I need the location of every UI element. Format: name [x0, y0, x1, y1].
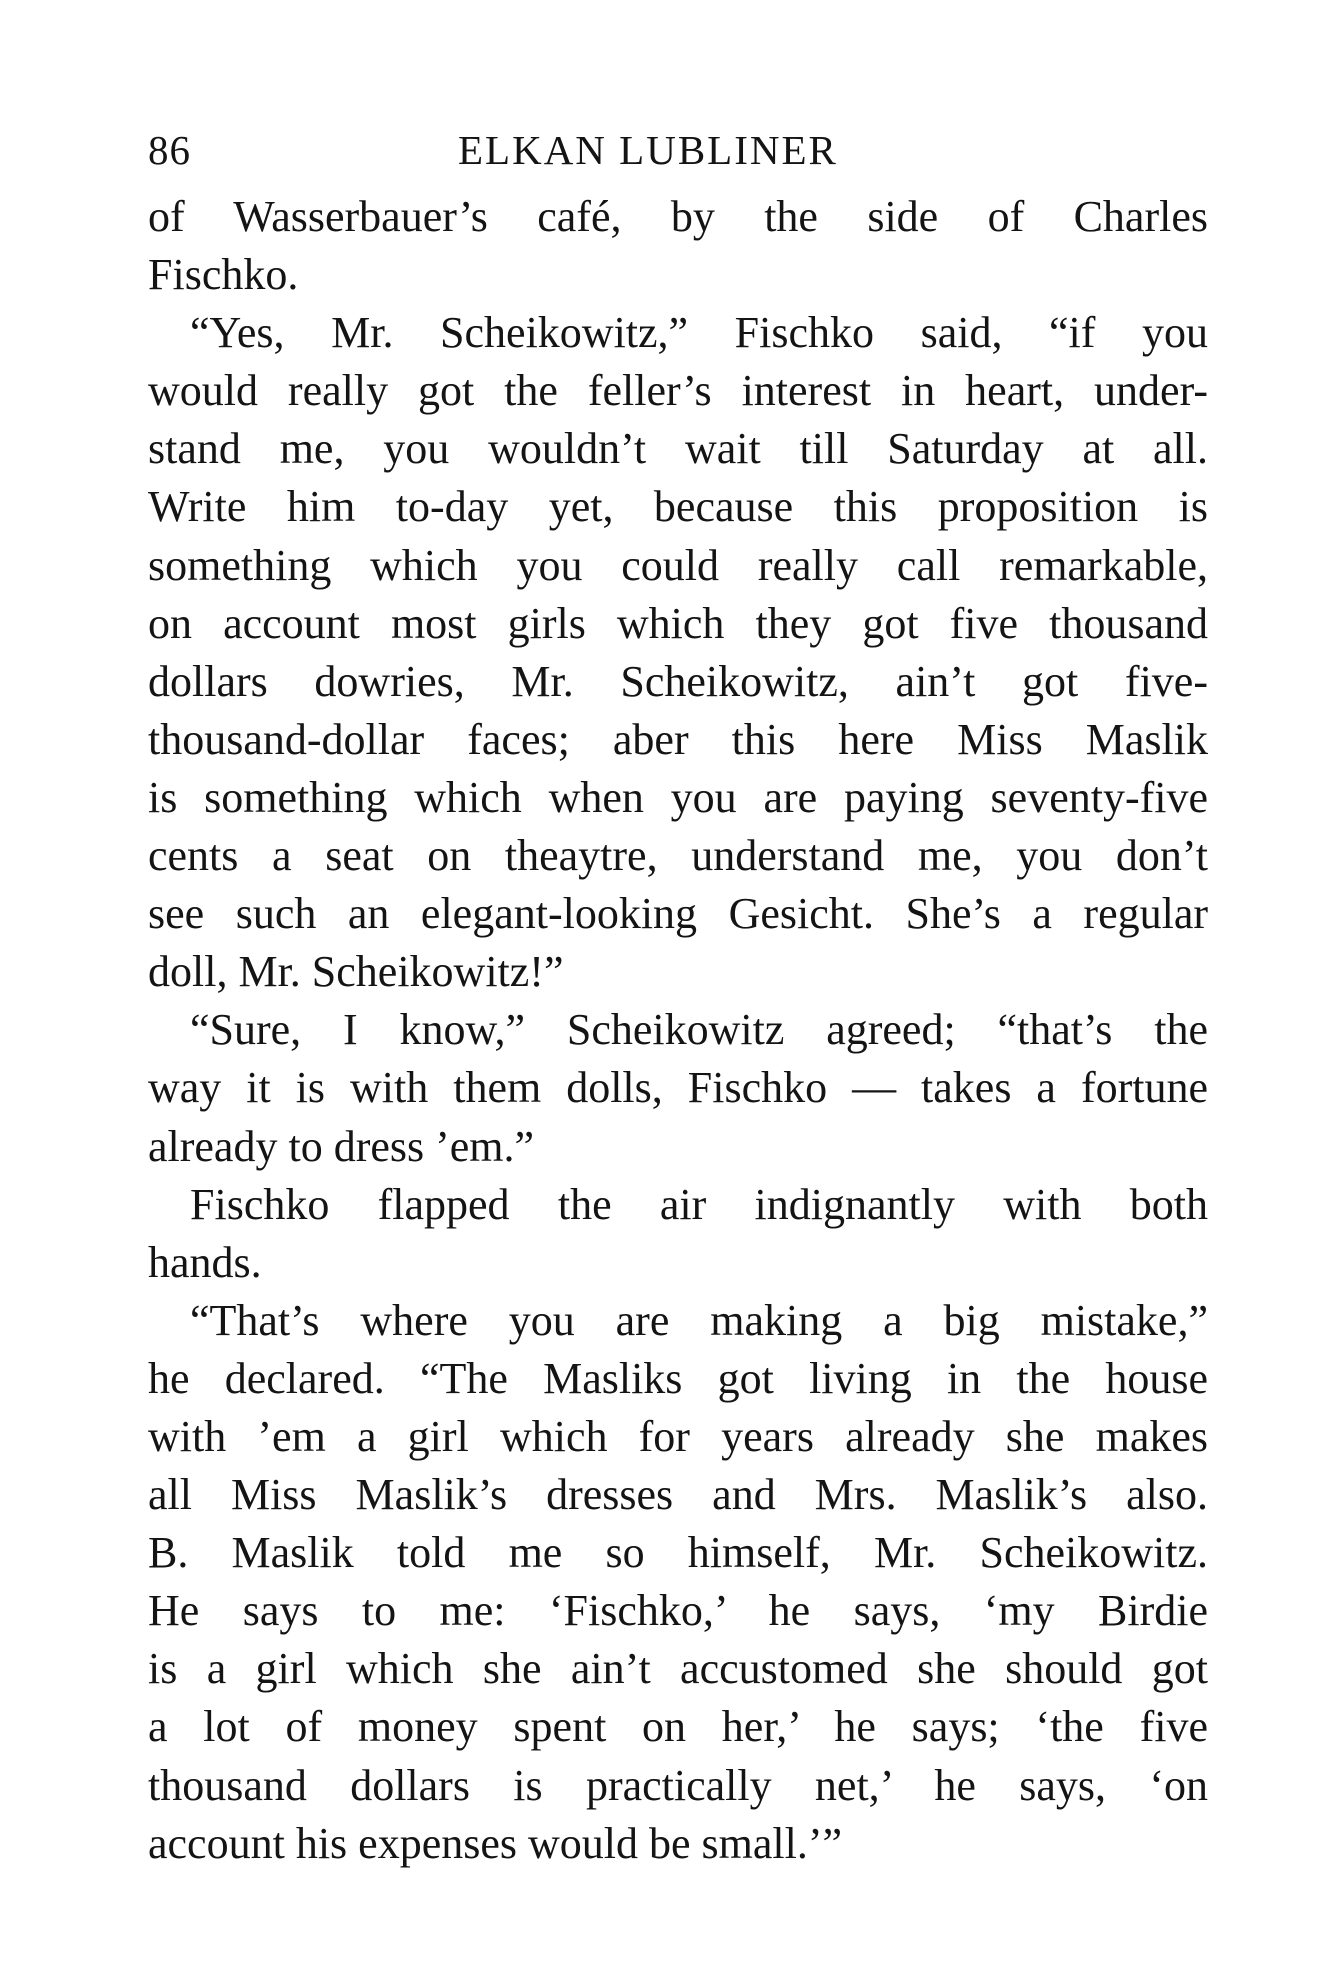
text-line: “That’s where you are making a big mistake,”	[190, 1295, 1208, 1345]
book-page	[148, 126, 1208, 1873]
text-line: Fischko.	[148, 250, 299, 300]
text-line: a lot of money spent on her,’ he says; ‘the five	[148, 1702, 1208, 1752]
text-line: see such an elegant-looking Gesicht. She’s a regular	[148, 889, 1208, 939]
running-title: ELKAN LUBLINER	[458, 127, 838, 173]
text-line: way it is with them dolls, Fischko — takes a fortune	[148, 1063, 1208, 1113]
text-line: account his expenses would be small.’”	[148, 1818, 843, 1868]
text-line: B. Maslik told me so himself, Mr. Scheikowitz.	[148, 1528, 1208, 1578]
text-line: on account most girls which they got five thousand	[148, 598, 1208, 648]
text-line: thousand dollars is practically net,’ he says, ‘on	[148, 1760, 1208, 1810]
text-line: “Yes, Mr. Scheikowitz,” Fischko said, “if you	[190, 308, 1208, 358]
text-line: is something which when you are paying seventy-five	[148, 772, 1208, 822]
text-line: with ’em a girl which for years already she makes	[148, 1411, 1208, 1461]
text-line: all Miss Maslik’s dresses and Mrs. Maslik’s also.	[148, 1470, 1208, 1520]
text-line: hands.	[148, 1237, 262, 1287]
text-line: Write him to-day yet, because this proposition is	[148, 482, 1208, 532]
text-line: dollars dowries, Mr. Scheikowitz, ain’t got five-	[148, 656, 1208, 706]
text-line: of Wasserbauer’s café, by the side of Charles	[148, 192, 1208, 241]
text-line: stand me, you wouldn’t wait till Saturday at all.	[148, 424, 1208, 474]
text-line: doll, Mr. Scheikowitz!”	[148, 947, 564, 997]
text-line: already to dress ’em.”	[148, 1121, 535, 1171]
text-line: is a girl which she ain’t accustomed she should got	[148, 1644, 1208, 1694]
text-line: cents a seat on theaytre, understand me, you don’t	[148, 831, 1208, 881]
text-line: “Sure, I know,” Scheikowitz agreed; “that’s the	[190, 1005, 1208, 1055]
page-number: 86	[148, 127, 191, 173]
running-head	[148, 126, 1208, 186]
text-line: thousand-dollar faces; aber this here Miss Maslik	[148, 714, 1208, 764]
text-line: he declared. “The Masliks got living in the house	[148, 1353, 1208, 1403]
body-text	[148, 188, 1208, 1873]
text-line: He says to me: ‘Fischko,’ he says, ‘my Birdie	[148, 1586, 1208, 1636]
text-line: something which you could really call remarkable,	[148, 540, 1208, 590]
text-line: would really got the feller’s interest in heart, under-	[148, 366, 1208, 416]
text-line: Fischko flapped the air indignantly with both	[190, 1179, 1208, 1229]
